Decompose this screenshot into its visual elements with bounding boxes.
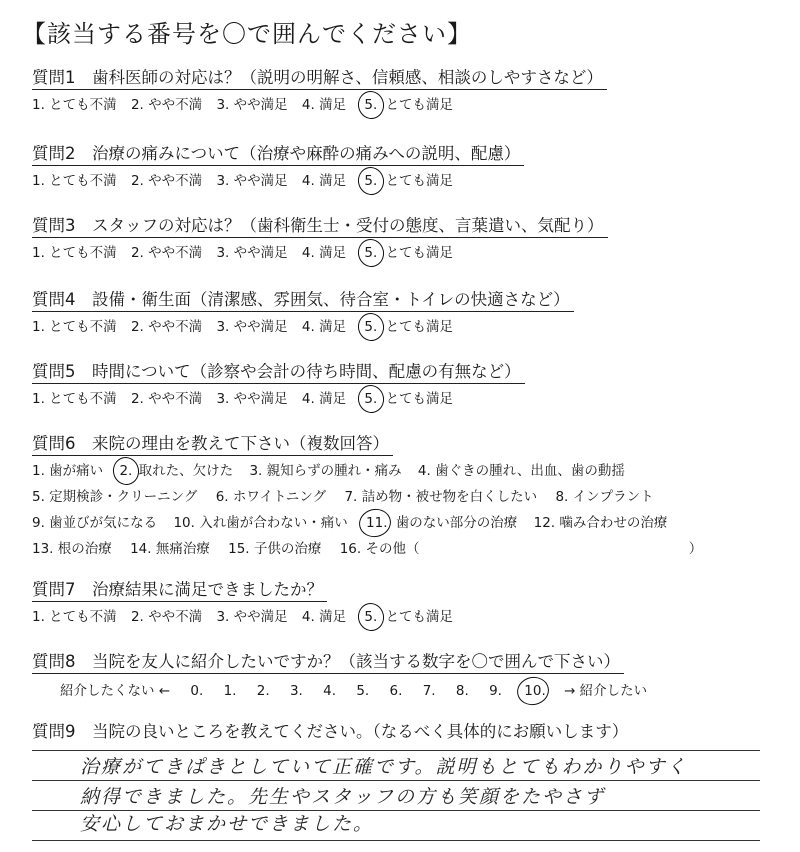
reason-7[interactable]: 7. 詰め物・被せ物を白くしたい — [344, 489, 538, 505]
option-3[interactable]: 3. やや満足 — [216, 97, 288, 113]
page-title: 【該当する番号を〇で囲んでください】 — [22, 20, 472, 48]
reason-5[interactable]: 5. 定期検診・クリーニング — [32, 489, 198, 505]
reason-16-close-paren: ） — [688, 541, 703, 557]
score-6[interactable]: 6. — [389, 683, 403, 699]
question-2-options — [32, 172, 453, 190]
handwritten-answer-line-3: 安心しておまかせできました。 — [80, 813, 375, 835]
score-0[interactable]: 0. — [190, 683, 204, 699]
option-5-circled[interactable]: 5. — [364, 319, 378, 335]
reason-8[interactable]: 8. インプラント — [555, 489, 654, 505]
option-2[interactable]: 2. やや不満 — [130, 609, 203, 625]
reason-9[interactable]: 9. 歯並びが気になる — [32, 515, 158, 531]
option-2[interactable]: 2. やや不満 — [130, 97, 203, 113]
scale-right-label: → 紹介したい — [564, 683, 648, 699]
question-1-options — [32, 96, 453, 114]
reason-14[interactable]: 14. 無痛治療 — [130, 541, 210, 557]
option-1[interactable]: 1. とても不満 — [32, 319, 117, 335]
score-7[interactable]: 7. — [422, 683, 436, 699]
reason-4[interactable]: 4. 歯ぐきの腫れ、出血、歯の動揺 — [417, 463, 625, 479]
question-4-title: 質問4 設備・衛生面（清潔感、雰囲気、待合室・トイレの快適さなど） — [32, 290, 574, 312]
option-1[interactable]: 1. とても不満 — [32, 609, 117, 625]
question-9-title: 質問9 当院の良いところを教えてください。（なるべく具体的にお願いします） — [32, 722, 629, 741]
option-5-circled[interactable]: 5. — [364, 97, 378, 113]
option-5-circled[interactable]: 5. — [364, 245, 378, 261]
option-2[interactable]: 2. やや不満 — [130, 391, 203, 407]
score-5[interactable]: 5. — [356, 683, 370, 699]
option-5-circled[interactable]: 5. — [364, 391, 378, 407]
option-5-label: とても満足 — [385, 97, 454, 113]
option-4[interactable]: 4. 満足 — [301, 245, 347, 261]
score-2[interactable]: 2. — [256, 683, 270, 699]
question-8-title: 質問8 当院を友人に紹介したいですか？（該当する数字を〇で囲んで下さい） — [32, 652, 624, 674]
question-6-row-4 — [32, 540, 702, 558]
question-4-options — [32, 318, 453, 336]
score-8[interactable]: 8. — [455, 683, 469, 699]
option-5-label: とても満足 — [385, 173, 454, 189]
reason-3[interactable]: 3. 親知らずの腫れ・痛み — [249, 463, 402, 479]
option-2[interactable]: 2. やや不満 — [130, 173, 203, 189]
handwritten-answer-line-2: 納得できました。先生やスタッフの方も笑顔をたやさず — [80, 786, 606, 808]
option-1[interactable]: 1. とても不満 — [32, 97, 117, 113]
option-3[interactable]: 3. やや満足 — [216, 319, 288, 335]
question-1-title: 質問1 歯科医師の対応は？（説明の明解さ、信頼感、相談のしやすさなど） — [32, 68, 607, 90]
question-7-options — [32, 608, 453, 626]
option-5-label: とても満足 — [385, 609, 454, 625]
option-5-label: とても満足 — [385, 319, 454, 335]
option-4[interactable]: 4. 満足 — [301, 173, 347, 189]
reason-11-label: 歯のない部分の治療 — [395, 515, 518, 531]
question-5-options — [32, 390, 453, 408]
reason-13[interactable]: 13. 根の治療 — [32, 541, 112, 557]
option-2[interactable]: 2. やや不満 — [130, 245, 203, 261]
score-9[interactable]: 9. — [489, 683, 502, 699]
question-7-title: 質問7 治療結果に満足できましたか？ — [32, 580, 327, 602]
question-3-title: 質問3 スタッフの対応は？（歯科衛生士・受付の態度、言葉遣い、気配り） — [32, 216, 608, 238]
score-10-circled[interactable]: 10. — [524, 683, 546, 699]
answer-line-4 — [32, 840, 760, 841]
option-3[interactable]: 3. やや満足 — [216, 391, 288, 407]
reason-12[interactable]: 12. 噛み合わせの治療 — [533, 515, 668, 531]
option-4[interactable]: 4. 満足 — [301, 97, 347, 113]
question-2-title: 質問2 治療の痛みについて（治療や麻酔の痛みへの説明、配慮） — [32, 144, 524, 166]
scale-left-label: 紹介したくない ← — [60, 683, 171, 699]
option-3[interactable]: 3. やや満足 — [216, 245, 288, 261]
score-3[interactable]: 3. — [289, 683, 303, 699]
reason-15[interactable]: 15. 子供の治療 — [228, 541, 322, 557]
option-3[interactable]: 3. やや満足 — [216, 609, 288, 625]
question-6-title: 質問6 来院の理由を教えて下さい（複数回答） — [32, 434, 393, 456]
score-4[interactable]: 4. — [323, 683, 337, 699]
option-5-circled[interactable]: 5. — [364, 173, 378, 189]
reason-11-circled[interactable]: 11. — [366, 515, 388, 531]
answer-line-1 — [32, 750, 760, 751]
reason-6[interactable]: 6. ホワイトニング — [215, 489, 327, 505]
score-1[interactable]: 1. — [223, 683, 237, 699]
option-4[interactable]: 4. 満足 — [301, 319, 347, 335]
option-5-circled[interactable]: 5. — [364, 609, 378, 625]
option-3[interactable]: 3. やや満足 — [216, 173, 288, 189]
option-5-label: とても満足 — [385, 391, 454, 407]
reason-10[interactable]: 10. 入れ歯が合わない・痛い — [173, 515, 348, 531]
option-1[interactable]: 1. とても不満 — [32, 245, 117, 261]
question-5-title: 質問5 時間について（診察や会計の待ち時間、配慮の有無など） — [32, 362, 525, 384]
question-6-row-2 — [32, 488, 654, 506]
reason-16[interactable]: 16. その他（ — [339, 541, 420, 557]
option-2[interactable]: 2. やや不満 — [130, 319, 203, 335]
question-3-options — [32, 244, 453, 262]
question-6-row-1 — [32, 462, 625, 480]
option-4[interactable]: 4. 満足 — [301, 609, 347, 625]
question-6-row-3 — [32, 514, 667, 532]
option-1[interactable]: 1. とても不満 — [32, 173, 117, 189]
answer-line-2 — [32, 780, 760, 781]
reason-2-label: 取れた、欠けた — [138, 463, 234, 479]
option-1[interactable]: 1. とても不満 — [32, 391, 117, 407]
question-8-scale — [60, 682, 760, 700]
handwritten-answer-line-1: 治療がてきぱきとしていて正確です。説明もとてもわかりやすく — [80, 756, 688, 778]
option-4[interactable]: 4. 満足 — [301, 391, 347, 407]
reason-2-circled[interactable]: 2. — [119, 463, 133, 479]
reason-1[interactable]: 1. 歯が痛い — [32, 463, 104, 479]
option-5-label: とても満足 — [385, 245, 454, 261]
